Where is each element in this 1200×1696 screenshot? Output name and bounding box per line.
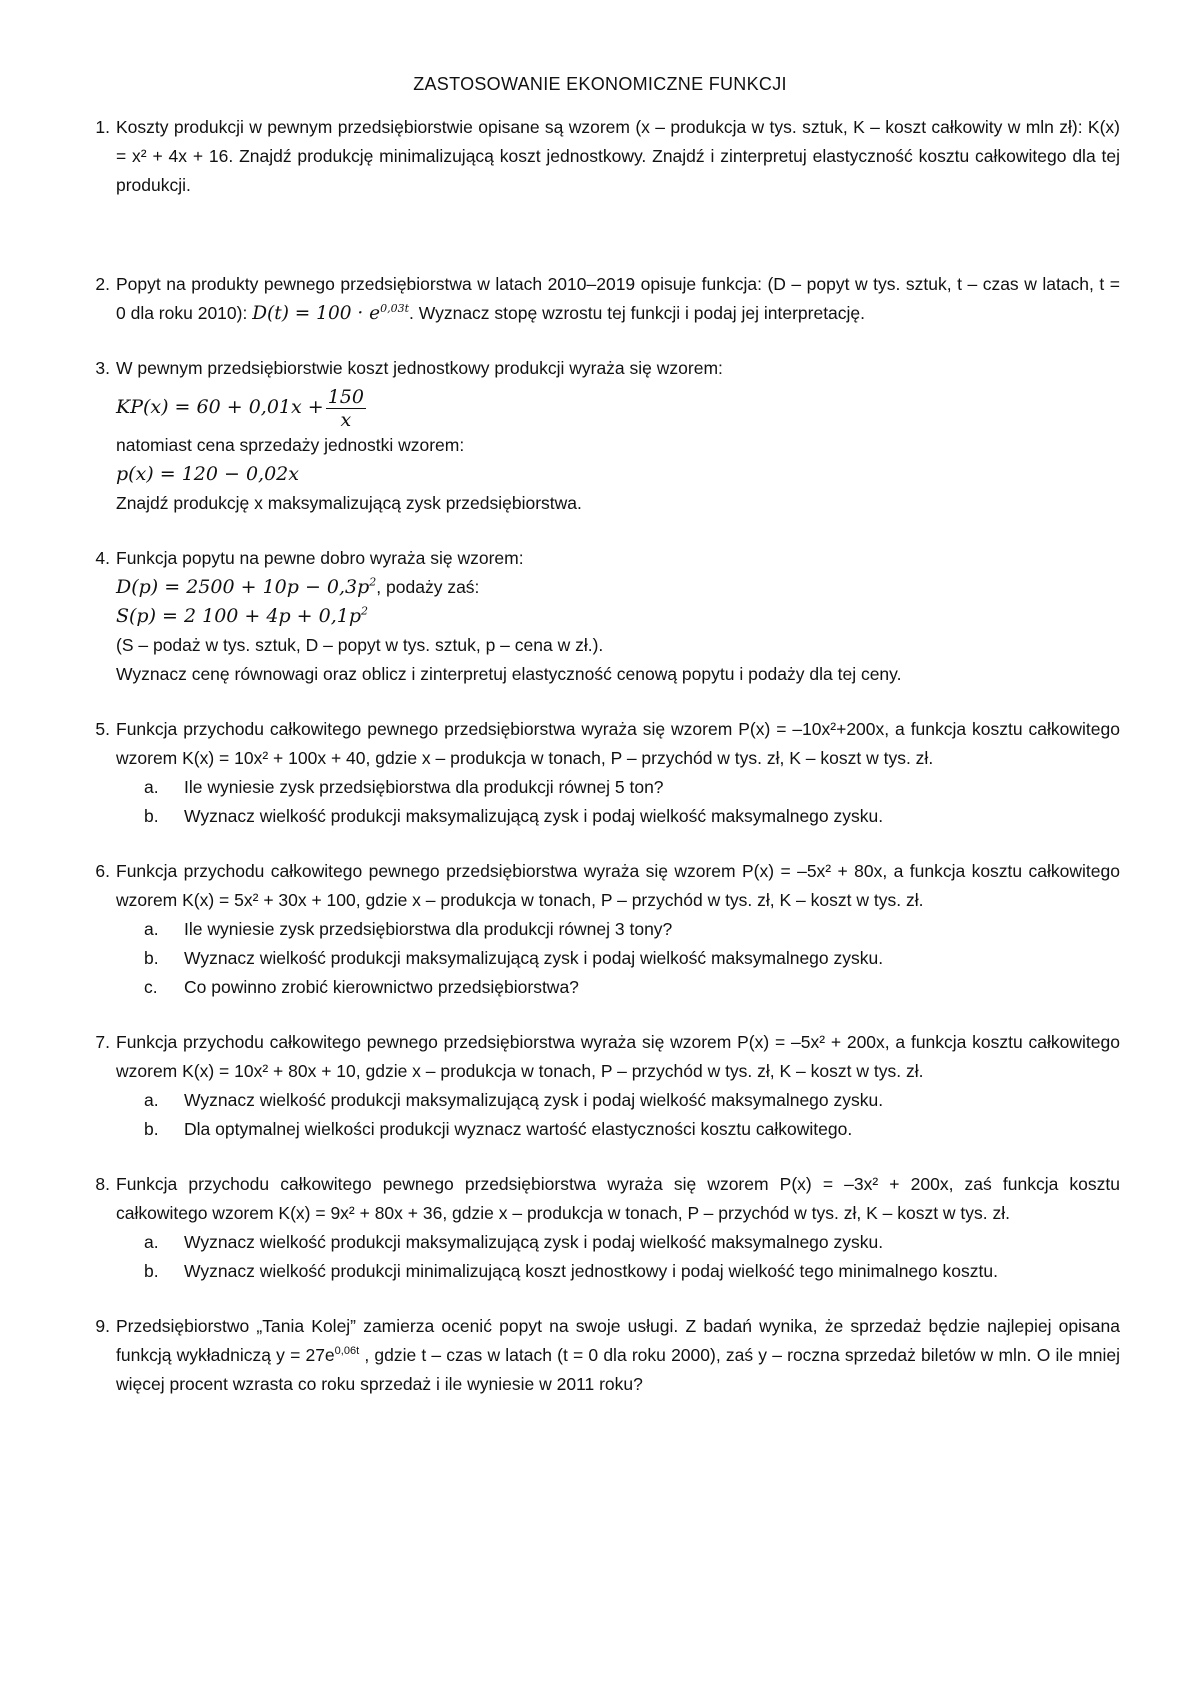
task-1 (80, 113, 1120, 200)
task-3 (80, 354, 1120, 518)
subtask-b (80, 944, 1120, 973)
formula-exponent: 2 (361, 604, 369, 618)
formula-exponent: 2 (369, 575, 377, 589)
subtask-a (80, 1228, 1120, 1257)
formula-demand (116, 576, 376, 598)
task-2 (80, 270, 1120, 328)
page-title: ZASTOSOWANIE EKONOMICZNE FUNKCJI (413, 74, 787, 94)
subtask-label: b. (144, 948, 159, 968)
fraction-denominator: x (340, 408, 352, 431)
task-number: 6. (95, 861, 110, 881)
task-number: 5. (95, 719, 110, 739)
formula-price: p(x) = 120 − 0,02x (116, 463, 299, 485)
task-number: 3. (95, 358, 110, 378)
formula-base: D(t) = 100 · e (252, 303, 381, 324)
formula-unit-cost (116, 383, 1120, 431)
task-text-part: Popyt na produkty pewnego przedsiębiorstwa w latach 2010–2019 opisuje funkcja: (D – popyt w tys. sztuk, t – czas w latach, t = 0 dla roku 2010): (116, 274, 1120, 323)
formula-demand (252, 303, 409, 324)
subtask-text: Wyznacz wielkość produkcji maksymalizującą zysk i podaj wielkość maksymalnego zysku. (184, 948, 884, 968)
task-line: natomiast cena sprzedaży jednostki wzorem: (116, 435, 465, 455)
subtask-text: Wyznacz wielkość produkcji maksymalizującą zysk i podaj wielkość maksymalnego zysku. (184, 1090, 884, 1110)
subtask-label: b. (144, 806, 159, 826)
subtask-text: Ile wyniesie zysk przedsiębiorstwa dla produkcji równej 5 ton? (184, 777, 664, 797)
task-text-part: , podaży zaś: (376, 577, 480, 597)
task-text (116, 270, 1120, 328)
subtask-a (80, 1086, 1120, 1115)
subtask-text: Wyznacz wielkość produkcji maksymalizującą zysk i podaj wielkość maksymalnego zysku. (184, 806, 884, 826)
task-9 (80, 1312, 1120, 1399)
task-number: 1. (95, 117, 110, 137)
task-text-part: Przedsiębiorstwo „Tania Kolej” zamierza ocenić popyt na swoje usługi. Z badań wynika, że sprzedaż będzie najlepiej opisana funkcją wykładniczą y = 27e (116, 1316, 1120, 1365)
task-text-part: , gdzie t – czas w latach (t = 0 dla roku 2000), zaś y – roczna sprzedaż biletów w mln. O ile mniej więcej procent wzrasta co roku sprzedaż i ile wyniesie w 2011 roku? (116, 1345, 1120, 1394)
task-5 (80, 715, 1120, 831)
task-text: Funkcja przychodu całkowitego pewnego przedsiębiorstwa wyraża się wzorem P(x) = –5x² + 80x, a funkcja kosztu całkowitego wzorem K(x) = 5x² + 30x + 100, gdzie x – produkcja w tonach, P – przychód w tys. zł, K – koszt w tys. zł. (116, 861, 1120, 910)
subtask-a (80, 915, 1120, 944)
task-4 (80, 544, 1120, 689)
subtask-label: b. (144, 1119, 159, 1139)
subtask-b (80, 1115, 1120, 1144)
task-line: W pewnym przedsiębiorstwie koszt jednostkowy produkcji wyraża się wzorem: (116, 358, 723, 378)
task-line: Znajdź produkcję x maksymalizującą zysk przedsiębiorstwa. (116, 493, 582, 513)
subtask-label: c. (144, 977, 158, 997)
subtask-label: a. (144, 1232, 159, 1252)
task-7 (80, 1028, 1120, 1144)
subtask-label: a. (144, 777, 159, 797)
formula-supply (116, 602, 1120, 631)
formula-demand-line (116, 573, 1120, 602)
subtask-c (80, 973, 1120, 1002)
fraction-numerator: 150 (327, 385, 364, 408)
subtask-text: Co powinno zrobić kierownictwo przedsiębiorstwa? (184, 977, 579, 997)
subtask-a (80, 773, 1120, 802)
formula-main: KP(x) = 60 + 0,01x + (116, 396, 324, 418)
subtask-b (80, 802, 1120, 831)
subtask-b (80, 1257, 1120, 1286)
subtask-label: a. (144, 919, 159, 939)
task-line: (S – podaż w tys. sztuk, D – popyt w tys. sztuk, p – cena w zł.). (116, 635, 604, 655)
task-line: Funkcja popytu na pewne dobro wyraża się wzorem: (116, 548, 524, 568)
subtask-text: Dla optymalnej wielkości produkcji wyznacz wartość elastyczności kosztu całkowitego. (184, 1119, 853, 1139)
subtask-label: a. (144, 1090, 159, 1110)
task-text-part: . Wyznacz stopę wzrostu tej funkcji i podaj jej interpretację. (409, 303, 866, 323)
task-number: 8. (95, 1174, 110, 1194)
formula-base: D(p) = 2500 + 10p − 0,3p (116, 576, 370, 598)
subtask-label: b. (144, 1261, 159, 1281)
formula-base: S(p) = 2 100 + 4p + 0,1p (116, 605, 362, 627)
task-text: Funkcja przychodu całkowitego pewnego przedsiębiorstwa wyraża się wzorem P(x) = –10x²+200x, a funkcja kosztu całkowitego wzorem K(x) = 10x² + 100x + 40, gdzie x – produkcja w tonach, P – przychód w tys. zł, K – koszt w tys. zł. (116, 719, 1120, 768)
task-8 (80, 1170, 1120, 1286)
subtask-text: Wyznacz wielkość produkcji maksymalizującą zysk i podaj wielkość maksymalnego zysku. (184, 1232, 884, 1252)
task-text: Koszty produkcji w pewnym przedsiębiorstwie opisane są wzorem (x – produkcja w tys. sztuk, K – koszt całkowity w mln zł): K(x) = x² + 4x + 16. Znajdź produkcję minimalizującą koszt jednostkowy. Znajdź i zinterpretuj elastyczność kosztu całkowitego dla tej produkcji. (116, 117, 1120, 195)
task-number: 2. (95, 274, 110, 294)
task-text: Funkcja przychodu całkowitego pewnego przedsiębiorstwa wyraża się wzorem P(x) = –3x² + 200x, zaś funkcja kosztu całkowitego wzorem K(x) = 9x² + 80x + 36, gdzie x – produkcja w tonach, P – przychód w tys. zł, K – koszt w tys. zł. (116, 1174, 1120, 1223)
task-line: Wyznacz cenę równowagi oraz oblicz i zinterpretuj elastyczność cenową popytu i podaży dla tej ceny. (116, 664, 902, 684)
task-number: 9. (95, 1316, 110, 1336)
task-text (116, 1312, 1120, 1399)
task-number: 4. (95, 548, 110, 568)
formula-exponent: 0,03t (380, 301, 409, 315)
task-number: 7. (95, 1032, 110, 1052)
fraction (326, 386, 366, 431)
subtask-text: Ile wyniesie zysk przedsiębiorstwa dla produkcji równej 3 tony? (184, 919, 673, 939)
task-6 (80, 857, 1120, 1002)
task-text: Funkcja przychodu całkowitego pewnego przedsiębiorstwa wyraża się wzorem P(x) = –5x² + 200x, a funkcja kosztu całkowitego wzorem K(x) = 10x² + 80x + 10, gdzie x – produkcja w tonach, P – przychód w tys. zł, K – koszt w tys. zł. (116, 1032, 1120, 1081)
subtask-text: Wyznacz wielkość produkcji minimalizującą koszt jednostkowy i podaj wielkość tego minimalnego kosztu. (184, 1261, 998, 1281)
formula-exponent: 0,06t (334, 1345, 360, 1358)
